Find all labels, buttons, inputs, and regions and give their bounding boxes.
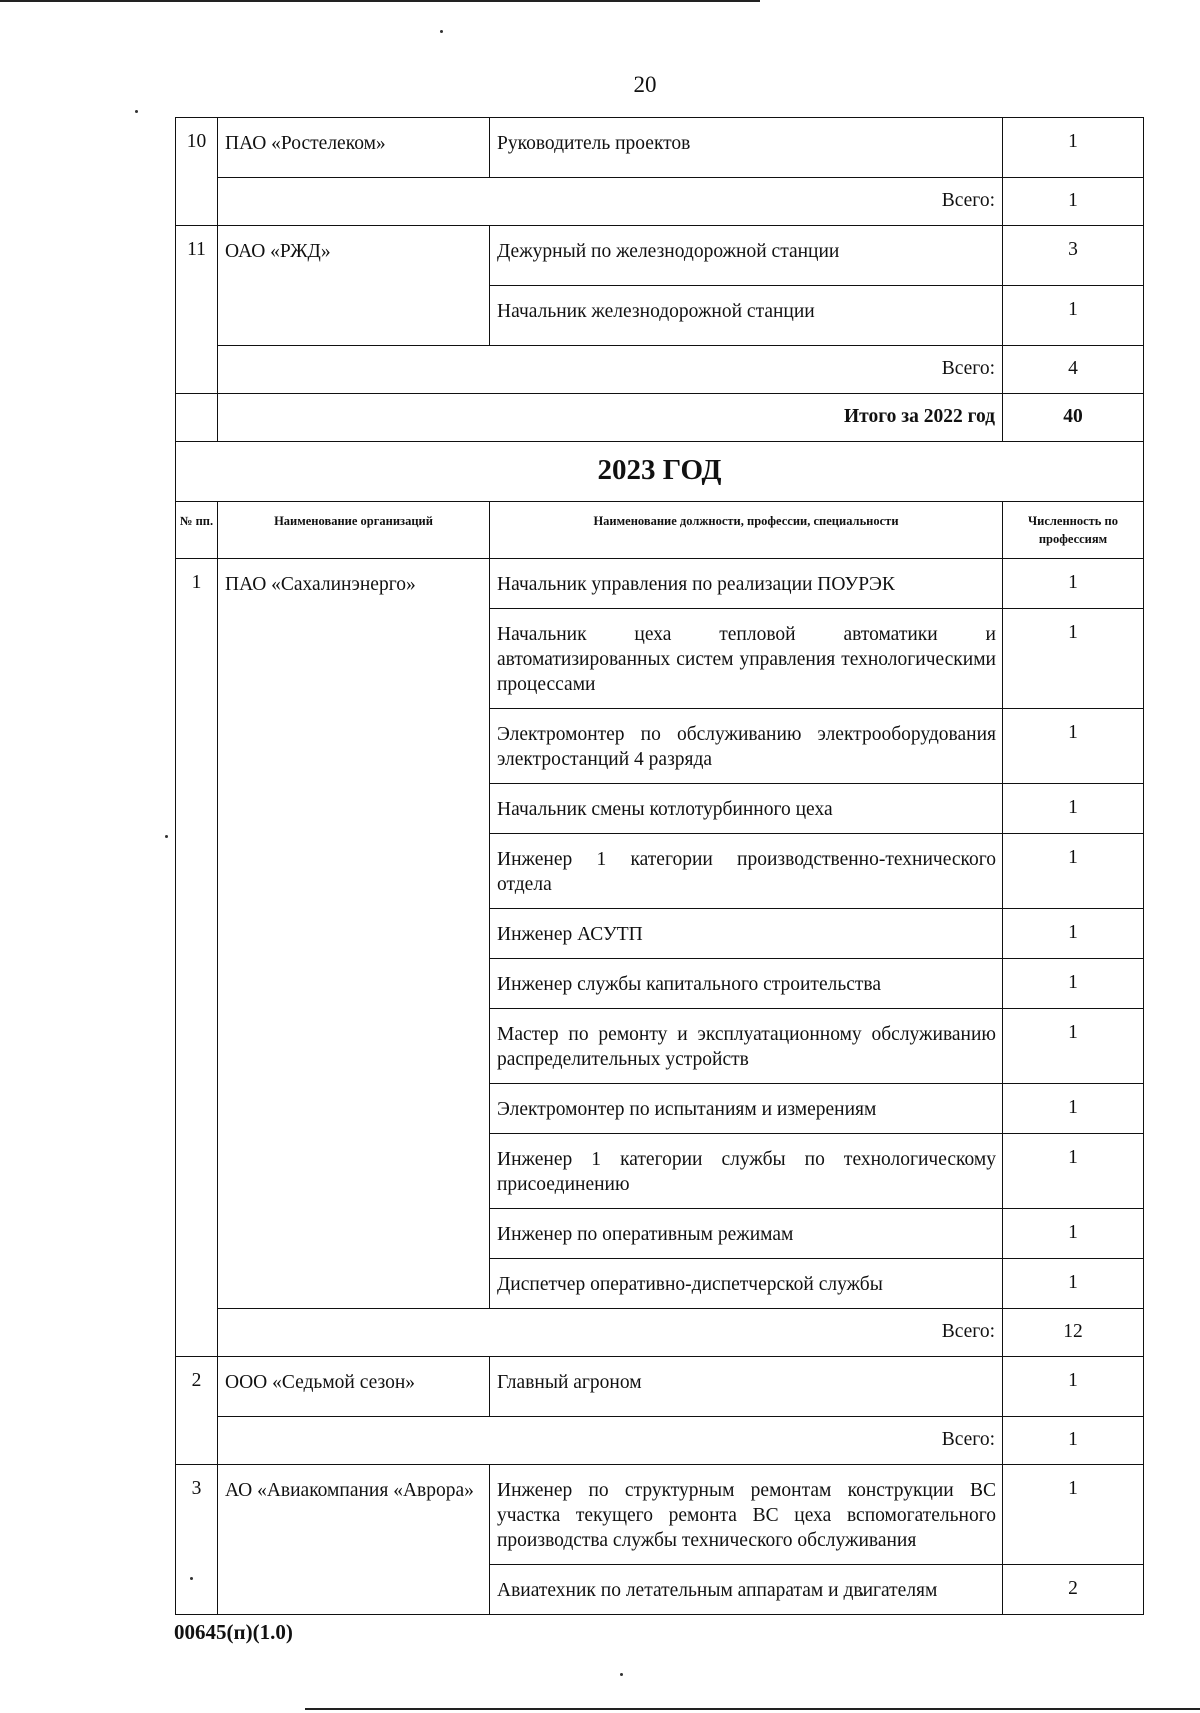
position-cell: Инженер по оперативным режимам [490, 1209, 1003, 1259]
subtotal-row [176, 1309, 1144, 1357]
org-name: ПАО «Ростелеком» [218, 118, 490, 178]
position-cell: Руководитель проектов [490, 118, 1003, 178]
grand-total-row [176, 394, 1144, 442]
document-code: 00645(п)(1.0) [174, 1620, 293, 1644]
org-name: ООО «Седьмой сезон» [218, 1357, 490, 1417]
subtotal-label: Всего: [218, 178, 1003, 226]
subtotal-value: 12 [1003, 1309, 1144, 1357]
subtotal-label: Всего: [218, 1309, 1003, 1357]
scan-edge-top [0, 0, 760, 2]
position-cell: Инженер по структурным ремонтам конструкции ВС участка текущего ремонта ВС цеха вспомогательного производства службы технического обслуживания [490, 1465, 1003, 1565]
position-cell: Инженер АСУТП [490, 909, 1003, 959]
count-cell: 1 [1003, 1084, 1144, 1134]
position-cell: Электромонтер по испытаниям и измерениям [490, 1084, 1003, 1134]
column-header-row [176, 502, 1144, 559]
table-row [176, 226, 1144, 286]
subtotal-value: 1 [1003, 178, 1144, 226]
count-cell: 1 [1003, 1134, 1144, 1209]
scan-speck [620, 1673, 623, 1676]
count-cell: 1 [1003, 559, 1144, 609]
professions-table [175, 117, 1144, 1615]
position-cell: Начальник управления по реализации ПОУРЭК [490, 559, 1003, 609]
row-number: 3 [176, 1465, 218, 1615]
org-name: АО «Авиакомпания «Аврора» [218, 1465, 490, 1615]
table-row [176, 559, 1144, 609]
position-cell: Диспетчер оперативно-диспетчерской службы [490, 1259, 1003, 1309]
position-cell: Начальник смены котлотурбинного цеха [490, 784, 1003, 834]
count-cell: 1 [1003, 784, 1144, 834]
scan-speck [135, 110, 138, 113]
count-cell: 1 [1003, 909, 1144, 959]
count-cell: 1 [1003, 1209, 1144, 1259]
subtotal-label: Всего: [218, 346, 1003, 394]
org-name: ПАО «Сахалинэнерго» [218, 559, 490, 1309]
count-cell: 1 [1003, 959, 1144, 1009]
org-name: ОАО «РЖД» [218, 226, 490, 346]
scan-edge-bottom [305, 1708, 1200, 1710]
position-cell: Инженер 1 категории производственно-технического отдела [490, 834, 1003, 909]
empty-cell [176, 394, 218, 442]
table-row [176, 1357, 1144, 1417]
col-header-org: Наименование организаций [218, 502, 490, 559]
count-cell: 1 [1003, 118, 1144, 178]
col-header-num: № пп. [176, 502, 218, 559]
position-cell: Главный агроном [490, 1357, 1003, 1417]
count-cell: 1 [1003, 709, 1144, 784]
scan-speck [165, 835, 168, 838]
position-cell: Электромонтер по обслуживанию электрооборудования электростанций 4 разряда [490, 709, 1003, 784]
position-cell: Инженер службы капитального строительства [490, 959, 1003, 1009]
position-cell: Начальник цеха тепловой автоматики и автоматизированных систем управления технологическими процессами [490, 609, 1003, 709]
subtotal-value: 4 [1003, 346, 1144, 394]
row-number: 11 [176, 226, 218, 394]
position-cell: Авиатехник по летательным аппаратам и двигателям [490, 1565, 1003, 1615]
count-cell: 1 [1003, 1357, 1144, 1417]
position-cell: Начальник железнодорожной станции [490, 286, 1003, 346]
row-number: 1 [176, 559, 218, 1357]
col-header-position: Наименование должности, профессии, специальности [490, 502, 1003, 559]
count-cell: 1 [1003, 609, 1144, 709]
count-cell: 1 [1003, 1465, 1144, 1565]
subtotal-row [176, 178, 1144, 226]
grand-total-value: 40 [1003, 394, 1144, 442]
row-number: 2 [176, 1357, 218, 1465]
table-row [176, 118, 1144, 178]
grand-total-label: Итого за 2022 год [218, 394, 1003, 442]
year-heading-row [176, 442, 1144, 502]
subtotal-row [176, 1417, 1144, 1465]
subtotal-row [176, 346, 1144, 394]
scan-speck [440, 30, 443, 33]
count-cell: 1 [1003, 1009, 1144, 1084]
page-number: 20 [633, 72, 657, 97]
subtotal-label: Всего: [218, 1417, 1003, 1465]
subtotal-value: 1 [1003, 1417, 1144, 1465]
count-cell: 1 [1003, 834, 1144, 909]
row-number: 10 [176, 118, 218, 226]
count-cell: 2 [1003, 1565, 1144, 1615]
col-header-count: Численность по профессиям [1003, 502, 1144, 559]
count-cell: 3 [1003, 226, 1144, 286]
position-cell: Мастер по ремонту и эксплуатационному обслуживанию распределительных устройств [490, 1009, 1003, 1084]
count-cell: 1 [1003, 286, 1144, 346]
table-row [176, 1465, 1144, 1565]
year-heading: 2023 ГОД [176, 442, 1144, 502]
position-cell: Дежурный по железнодорожной станции [490, 226, 1003, 286]
position-cell: Инженер 1 категории службы по технологическому присоединению [490, 1134, 1003, 1209]
count-cell: 1 [1003, 1259, 1144, 1309]
